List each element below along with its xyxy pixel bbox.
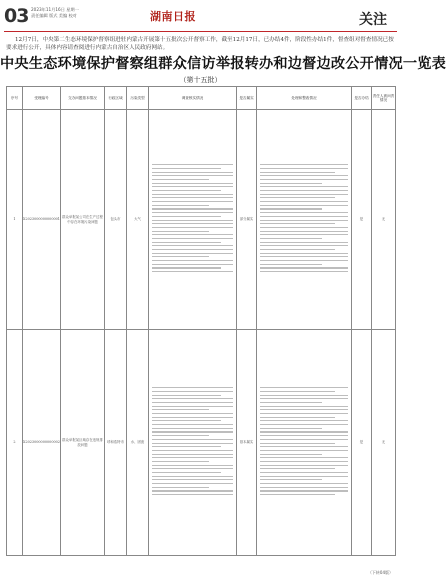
header-cell: 是否属实 [237, 87, 257, 110]
table-row [7, 330, 396, 556]
row-number: 1 [7, 110, 23, 330]
disclosure-table [6, 86, 396, 556]
newspaper-logo: 湖南日报 [150, 10, 196, 23]
row-verified: 基本属实 [237, 330, 257, 556]
row-type: 大气 [127, 110, 149, 330]
header-cell: 是否办结 [352, 87, 372, 110]
row-region: 包头市 [105, 110, 127, 330]
row-summary: 群众举报某公司在生产过程中存在环境污染问题 [61, 110, 105, 330]
headline: 中央生态环境保护督察组群众信访举报转办和边督边改公开情况一览表 [0, 56, 446, 72]
meta-line-2: 责任编辑 版式 美编 校对 [31, 12, 77, 18]
row-region: 呼和浩特市 [105, 330, 127, 556]
row-done: 是 [352, 330, 372, 556]
continuation-note: （下转04版） [367, 570, 393, 575]
row-summary: 群众举报某区域存在违规排放问题 [61, 330, 105, 556]
table-row [7, 110, 396, 330]
header-cell: 处理和整改情况 [257, 87, 352, 110]
row-done: 是 [352, 110, 372, 330]
row-code: X2023000000000001 [23, 110, 61, 330]
row-investigation-text [149, 110, 237, 330]
table-header-row [7, 87, 396, 110]
meta-line-1: 2023年11月16日 星期一 [31, 7, 79, 12]
header-cell: 受理编号 [23, 87, 61, 110]
header-cell: 责任人被问责情况 [372, 87, 396, 110]
page-number: 03 [4, 5, 29, 27]
subheadline: （第十五批） [179, 76, 222, 84]
header-cell: 调查核实情况 [149, 87, 237, 110]
row-handling-text [257, 330, 352, 556]
row-handling-text [257, 110, 352, 330]
header-cell: 序号 [7, 87, 23, 110]
row-code: X2023000000000002 [23, 330, 61, 556]
header-rule [4, 31, 397, 32]
lead-paragraph: 12月7日，中央第二生态环境保护督察组进驻内蒙古开展第十五批次公开督察工作，截至12月17日，已办结4件，阶段性办结1件，督查组对督查情况已按要求进行公开，具体内容请查阅进行内蒙古自治区人民政府网站。 [6, 37, 394, 51]
row-accountable: 无 [372, 330, 396, 556]
row-verified: 部分属实 [237, 110, 257, 330]
section-title: 关注 [359, 12, 387, 28]
row-accountable: 无 [372, 110, 396, 330]
row-type: 水、固废 [127, 330, 149, 556]
header-cell: 行政区域 [105, 87, 127, 110]
row-number: 2 [7, 330, 23, 556]
header-cell: 交办问题基本情况 [61, 87, 105, 110]
masthead [0, 0, 401, 30]
masthead-meta [31, 7, 79, 18]
row-investigation-text [149, 330, 237, 556]
header-cell: 污染类型 [127, 87, 149, 110]
